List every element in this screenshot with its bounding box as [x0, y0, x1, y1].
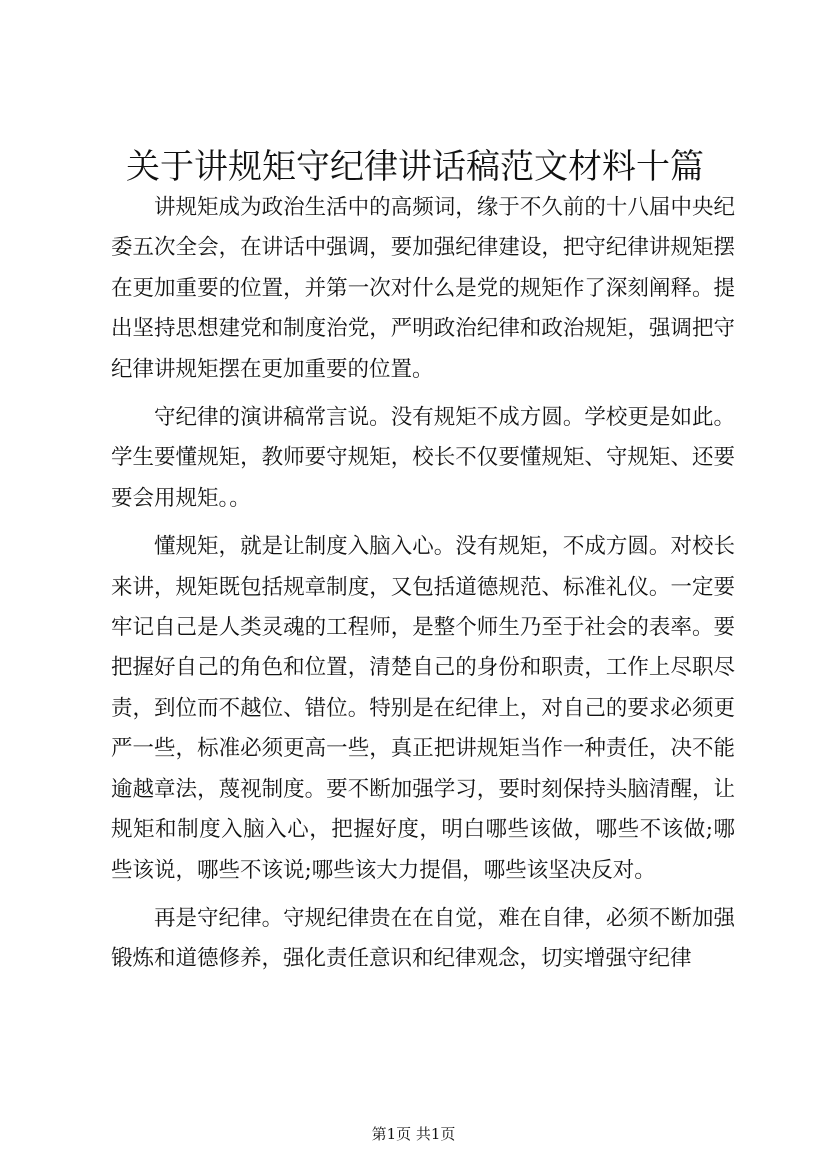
document-title: 关于讲规矩守纪律讲话稿范文材料十篇 — [126, 147, 704, 187]
paragraph-2: 守纪律的演讲稿常言说。没有规矩不成方圆。学校更是如此。学生要懂规矩，教师要守规矩，校长不仅要懂规矩、守规矩、还要要会用规矩。。 — [111, 405, 735, 511]
paragraph-1: 讲规矩成为政治生活中的高频词，缘于不久前的十八届中央纪委五次全会，在讲话中强调，要加强纪律建设，把守纪律讲规矩摆在更加重要的位置，并第一次对什么是党的规矩作了深刻阐释。提出坚持思想建党和制度治党，严明政治纪律和政治规矩，强调把守纪律讲规矩摆在更加重要的位置。 — [111, 195, 735, 382]
paragraph-4: 再是守纪律。守规纪律贵在在自觉，难在自律，必须不断加强锻炼和道德修养，强化责任意识和纪律观念，切实增强守纪律 — [111, 905, 735, 972]
paragraph-3: 懂规矩，就是让制度入脑入心。没有规矩，不成方圆。对校长来讲，规矩既包括规章制度，又包括道德规范、标准礼仪。一定要牢记自己是人类灵魂的工程师，是整个师生乃至于社会的表率。要把握好自己的角色和位置，清楚自己的身份和职责，工作上尽职尽责，到位而不越位、错位。特别是在纪律上，对自己的要求必须更严一些，标准必须更高一些，真正把讲规矩当作一种责任，决不能逾越章法，蔑视制度。要不断加强学习，要时刻保持头脑清醒，让规矩和制度入脑入心，把握好度，明白哪些该做，哪些不该做;哪些该说，哪些不该说;哪些该大力提倡，哪些该坚决反对。 — [111, 534, 735, 883]
page-footer: 第1页 共1页 — [371, 1125, 456, 1143]
document-body — [111, 188, 735, 988]
